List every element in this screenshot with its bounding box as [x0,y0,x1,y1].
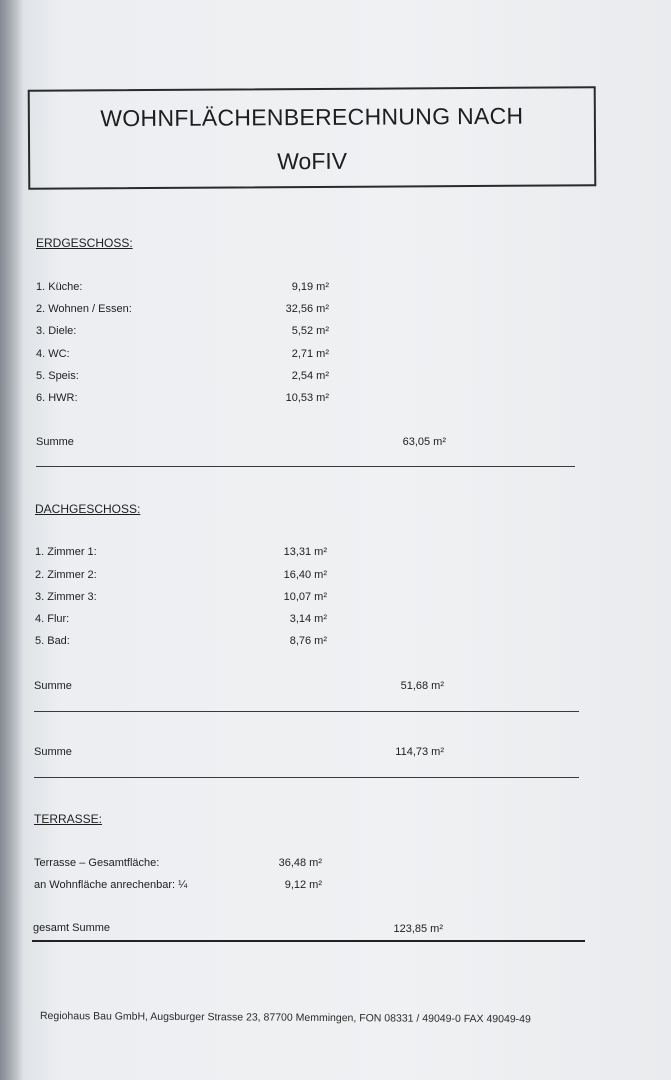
sum-label: Summe [36,436,74,448]
page-edge-shadow [0,0,24,1080]
sum-label: Summe [34,680,72,692]
row-label: 2. Zimmer 2: [35,569,97,581]
row-label: 2. Wohnen / Essen: [36,303,132,315]
row-value: 3,14 m² [289,613,327,625]
grand-total-value: 123,85 m² [393,923,443,935]
row-value: 2,54 m² [291,370,329,382]
divider [34,777,579,778]
row-label: 1. Zimmer 1: [35,546,97,558]
row-value: 9,19 m² [291,281,329,293]
row-label: 3. Zimmer 3: [35,591,97,603]
row-value: 13,31 m² [283,546,327,558]
divider [34,711,579,712]
row-label: 4. WC: [36,348,70,360]
title-line-1: WOHNFLÄCHENBERECHNUNG NACH [100,102,524,132]
sum-value: 51,68 m² [400,680,444,692]
row-value: 10,53 m² [285,392,329,404]
sum-value: 63,05 m² [402,436,446,448]
row-value: 10,07 m² [283,591,327,603]
grand-total-label: gesamt Summe [33,922,111,934]
total-label: Summe [34,746,72,758]
row-label: 5. Bad: [35,635,70,647]
row-label: 6. HWR: [36,392,78,404]
heading-terrasse: TERRASSE: [34,812,103,826]
company-footer: Regiohaus Bau GmbH, Augsburger Strasse 23, 87700 Memmingen, FON 08331 / 49049-0 FAX 49049-49 [39,1010,531,1026]
divider [36,466,575,467]
title-box [28,86,597,189]
row-value: 9,12 m² [284,879,322,891]
row-label: 1. Küche: [36,281,83,293]
row-label: 3. Diele: [36,325,77,337]
row-value: 32,56 m² [285,303,329,315]
heading-dachgeschoss: DACHGESCHOSS: [35,502,141,516]
row-value: 36,48 m² [278,857,322,869]
row-label: Terrasse – Gesamtfläche: [34,857,160,869]
title-line-2: WoFIV [277,147,348,175]
row-value: 5,52 m² [291,325,329,337]
heading-erdgeschoss: ERDGESCHOSS: [36,236,133,250]
row-value: 8,76 m² [289,635,327,647]
grand-total-divider [32,940,585,942]
row-label: 5. Speis: [36,370,79,382]
row-value: 16,40 m² [283,569,327,581]
row-value: 2,71 m² [291,348,329,360]
row-label: 4. Flur: [35,613,70,625]
row-label: an Wohnfläche anrechenbar: ¼ [34,879,188,891]
total-value: 114,73 m² [395,746,444,758]
